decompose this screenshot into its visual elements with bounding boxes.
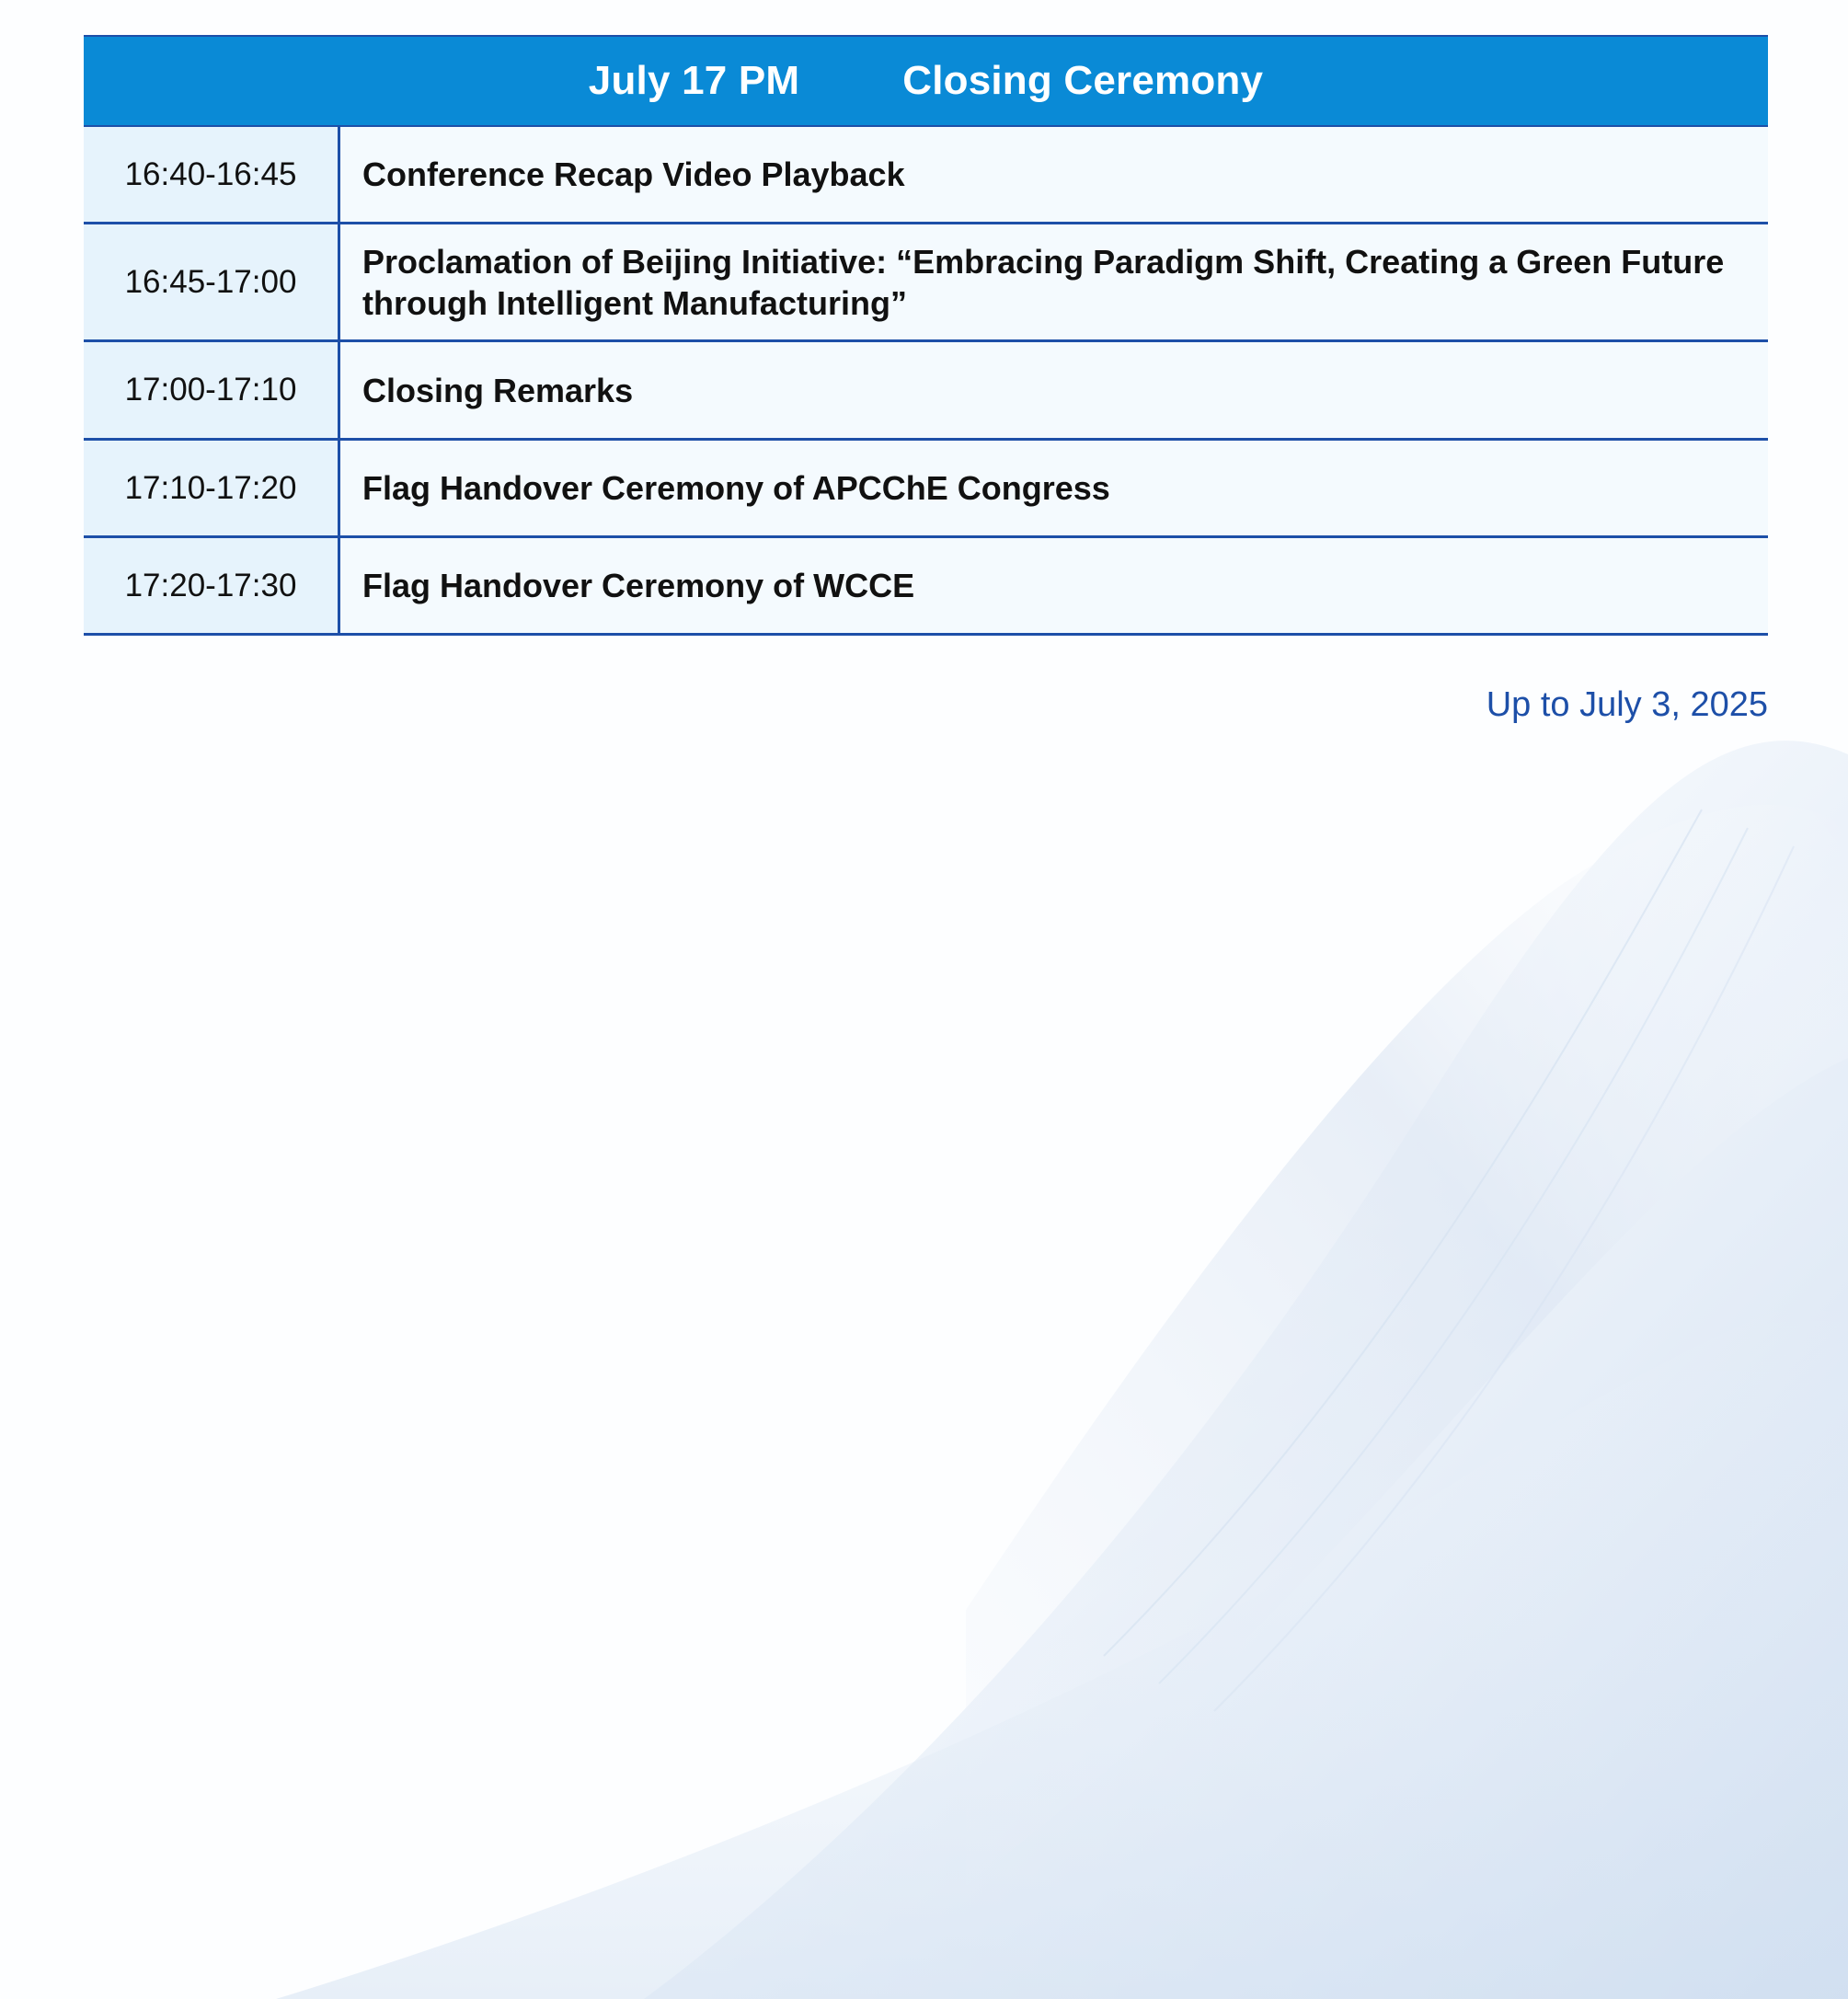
event-cell: Closing Remarks — [340, 342, 1768, 438]
table-row — [84, 441, 1768, 538]
table-row — [84, 538, 1768, 636]
time-cell: 17:10-17:20 — [84, 441, 340, 535]
schedule-table — [84, 35, 1768, 636]
header-session-title: Closing Ceremony — [902, 58, 1264, 103]
event-cell: Conference Recap Video Playback — [340, 127, 1768, 222]
schedule-header — [84, 35, 1768, 127]
time-cell: 16:40-16:45 — [84, 127, 340, 222]
time-cell: 17:00-17:10 — [84, 342, 340, 438]
time-cell: 17:20-17:30 — [84, 538, 340, 633]
header-date: July 17 PM — [588, 58, 800, 103]
table-row — [84, 224, 1768, 342]
event-cell: Proclamation of Beijing Initiative: “Embracing Paradigm Shift, Creating a Green Future through Intelligent Manufacturing” — [340, 224, 1768, 339]
event-cell: Flag Handover Ceremony of APCChE Congress — [340, 441, 1768, 535]
update-date-note: Up to July 3, 2025 — [1486, 685, 1768, 724]
table-row — [84, 127, 1768, 224]
time-cell: 16:45-17:00 — [84, 224, 340, 339]
event-cell: Flag Handover Ceremony of WCCE — [340, 538, 1768, 633]
table-row — [84, 342, 1768, 441]
